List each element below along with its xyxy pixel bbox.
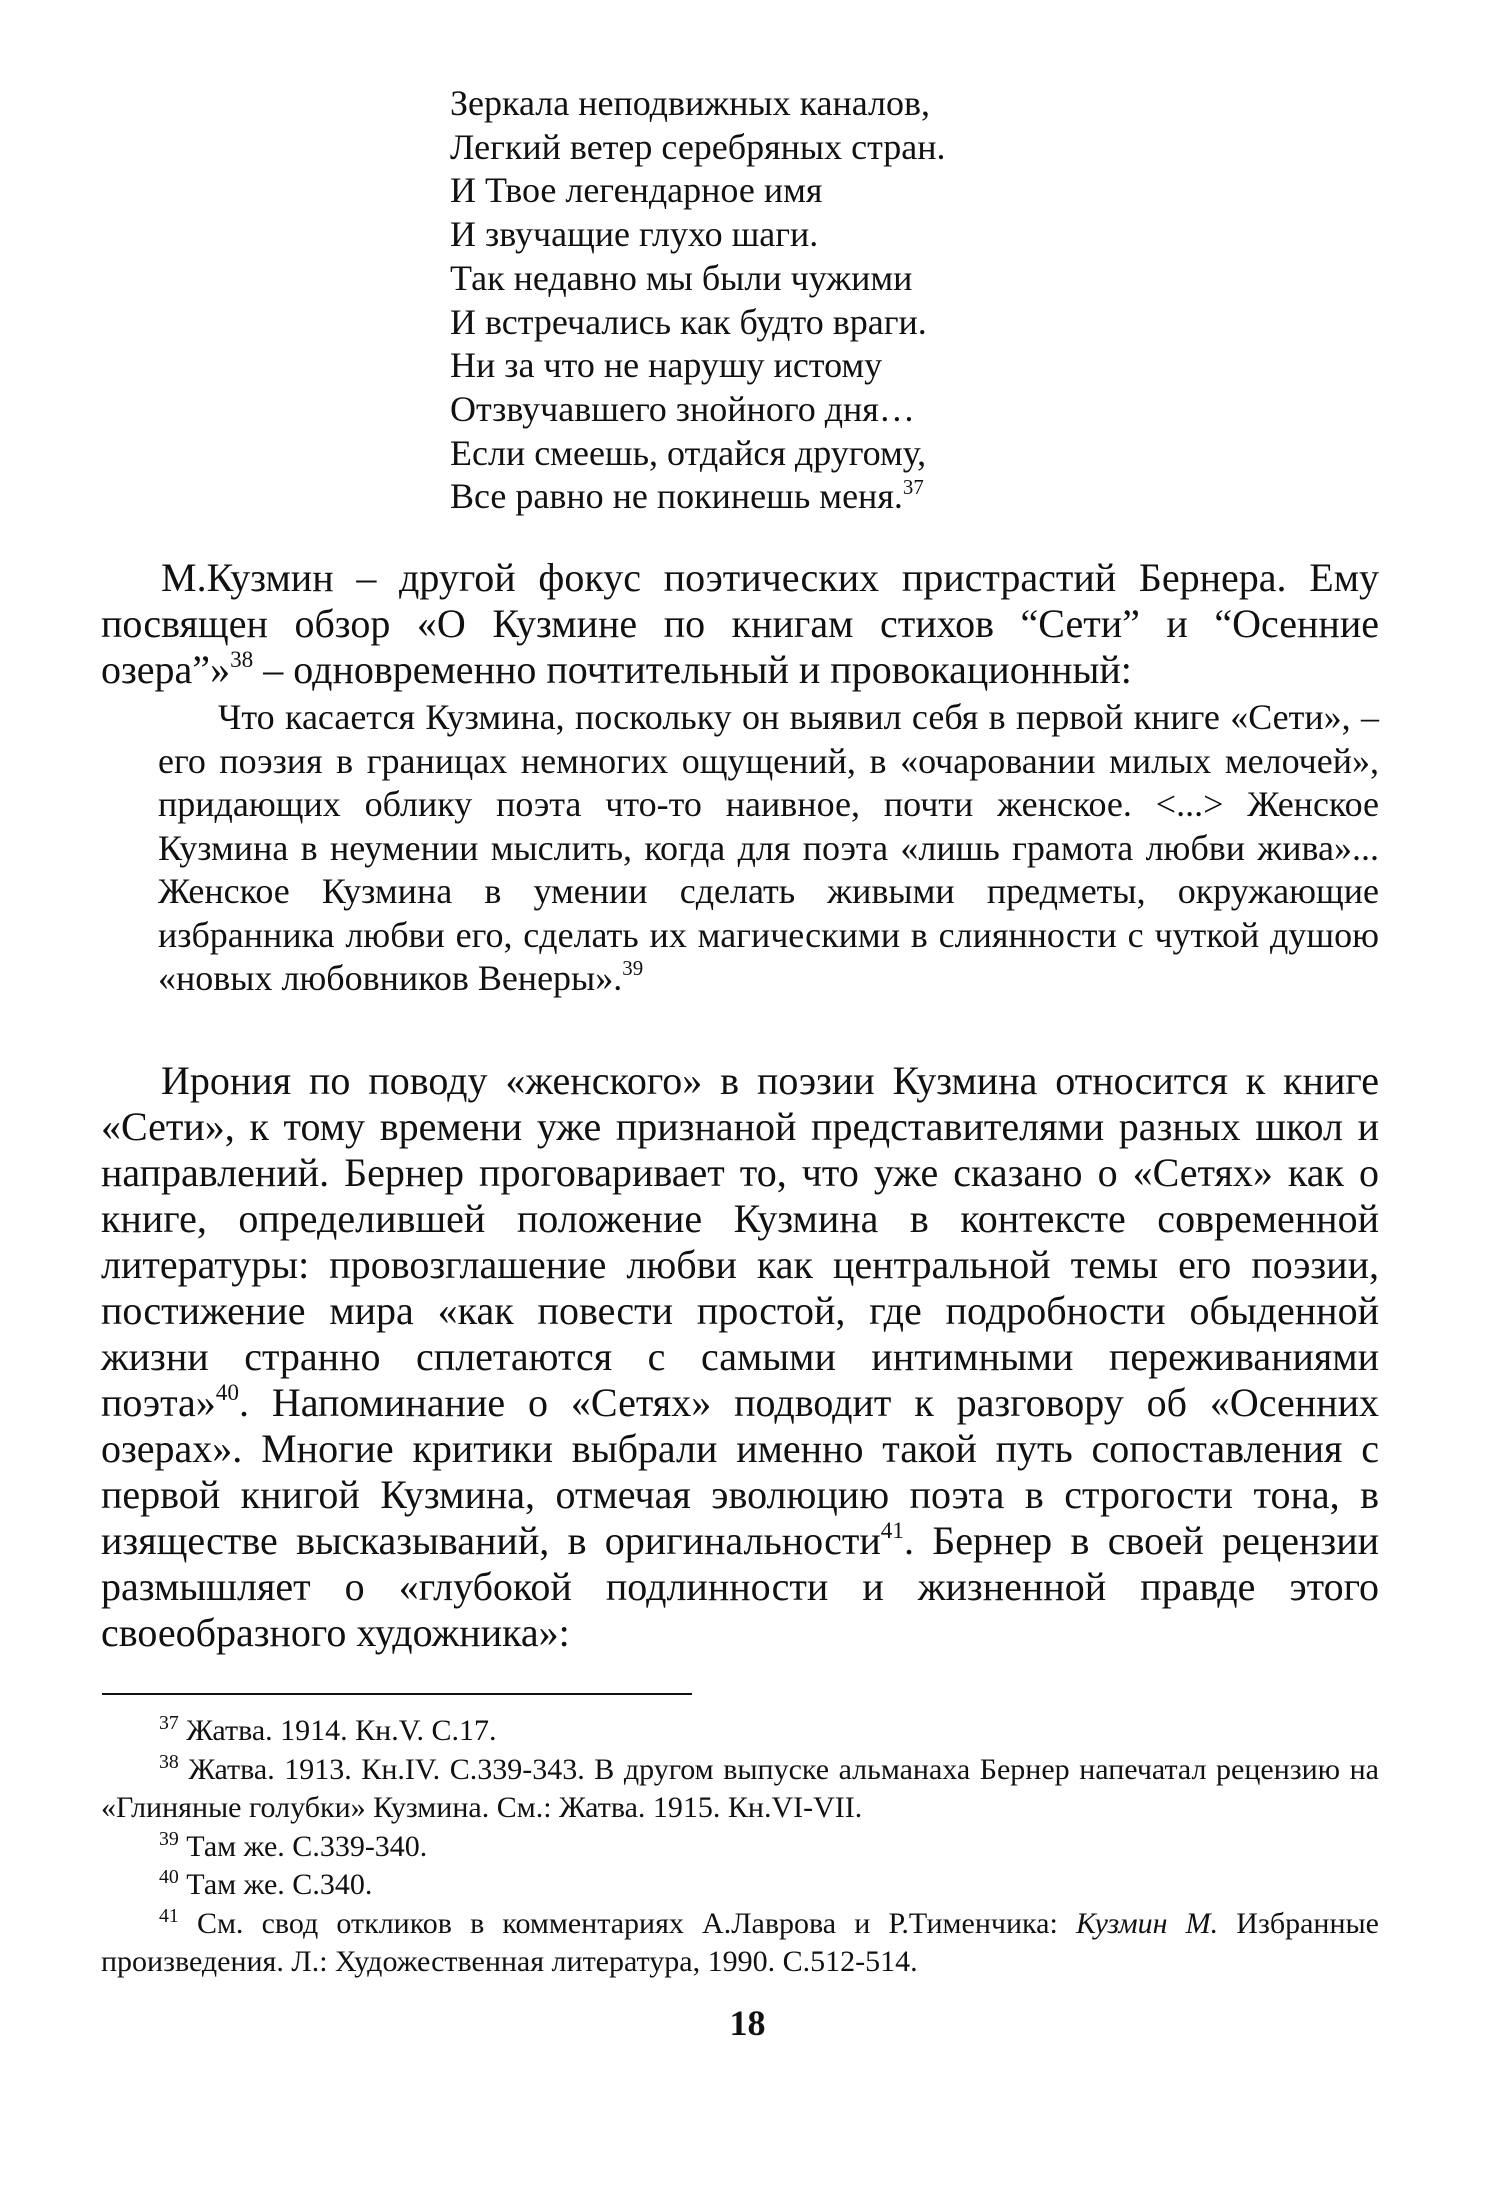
poem-line: Легкий ветер серебряных стран. [450,126,946,167]
footnote-number: 39 [159,1827,179,1850]
footnote-text: Избранные произведения. Л.: Художественная литература, 1990. С.512-514. [101,1906,1379,1978]
poem-line: Ни за что не нарушу истому [450,345,883,386]
body-paragraph [101,1058,1379,1656]
poem-line: Отзвучавшего знойного дня… [450,388,915,429]
paragraph-text: . Напоминание о «Сетях» подводит к разговору об «Осенних озерах». Многие критики выбрали именно такой путь сопоставления с первой книгой Кузмина, отмечая эволюцию поэта в строгости тона, в изяществе высказываний, в оригинальности [101,1380,1379,1563]
footnote [101,1751,1379,1828]
poem-line: И звучащие глухо шаги. [450,214,819,255]
footnote-number: 38 [159,1750,179,1773]
footnote-ref: 37 [902,474,924,499]
poem-line: И Твое легендарное имя [450,170,823,211]
poem-line-text: Все равно не покинешь меня. [450,476,903,517]
footnote-text: См. свод откликов в комментариях А.Лаврова и Р.Тименчика: [196,1906,1076,1940]
paragraph-text: М.Кузмин – другой фокус поэтических пристрастий Бернера. Ему посвящен обзор «О Кузмине по книгам стихов “Сети” и “Осенние озера”» [101,555,1379,692]
footnote-ref: 38 [230,646,254,673]
footnote-number: 37 [159,1712,179,1735]
footnote-number: 40 [159,1866,179,1889]
footnote-text: Там же. С.340. [186,1868,373,1901]
footnote-text-italic: Кузмин М. [1075,1906,1219,1940]
footnote [101,1828,1379,1867]
poem-line: И встречались как будто враги. [450,301,927,342]
quote-text: Что касается Кузмина, поскольку он выявил себя в первой книге «Сети», – его поэзия в границах немногих ощущений, в «очаровании милых мелочей», придающих облику поэта что-то наивное, почти женское. <...> Женское Кузмина в неумении мыслить, когда для поэта «лишь грамота любви жива»... Женское Кузмина в умении сделать живыми предметы, окружающие избранника любви его, сделать их магическими в слиянности с чуткой душою «новых любовников Венеры». [158,697,1379,998]
footnote-text: Жатва. 1913. Кн.IV. С.339-343. В другом выпуске альманаха Бернер напечатал рецензию на «Глиняные голубки» Кузмина. См.: Жатва. 1915. Кн.VI-VII. [101,1752,1379,1824]
paragraph-text: – одновременно почтительный и провокационный: [253,647,1132,692]
poem-line: Если смеешь, отдайся другому, [450,432,927,473]
footnote-divider [102,1693,692,1695]
footnote-text: Там же. С.339-340. [186,1829,428,1863]
footnote-ref: 41 [880,1517,904,1544]
footnotes [101,1712,1379,1982]
body-paragraph [101,555,1379,693]
poem-line: Так недавно мы были чужими [450,257,913,298]
page-number: 18 [729,2003,766,2043]
footnote-ref: 39 [622,956,644,981]
footnote [101,1866,1379,1905]
paragraph-text: Ирония по поводу «женского» в поэзии Кузмина относится к книге «Сети», к тому времени уже признаной представителями разных школ и направлений. Бернер проговаривает то, что уже сказано о «Сетях» как о книге, определившей положение Кузмина в контексте современной литературы: провозглашение любви как центральной темы его поэзии, постижение мира «как повести простой, где подробности обыденной жизни странно сплетаются с самыми интимными переживаниями поэта» [101,1058,1379,1425]
footnote-ref: 40 [215,1379,239,1406]
footnote-text: Жатва. 1914. Кн.V. С.17. [186,1714,497,1747]
poem-stanza [450,82,946,519]
footnote-number: 41 [159,1904,179,1927]
footnote [101,1712,1379,1751]
poem-line: Зеркала неподвижных каналов, [450,83,931,123]
paragraph-text: . Бернер в своей рецензии размышляет о «глубокой подлинности и жизненной правде этого своеобразного художника»: [101,1518,1380,1655]
block-quote [158,696,1379,1001]
poem-line [450,475,946,519]
footnote [101,1905,1379,1982]
